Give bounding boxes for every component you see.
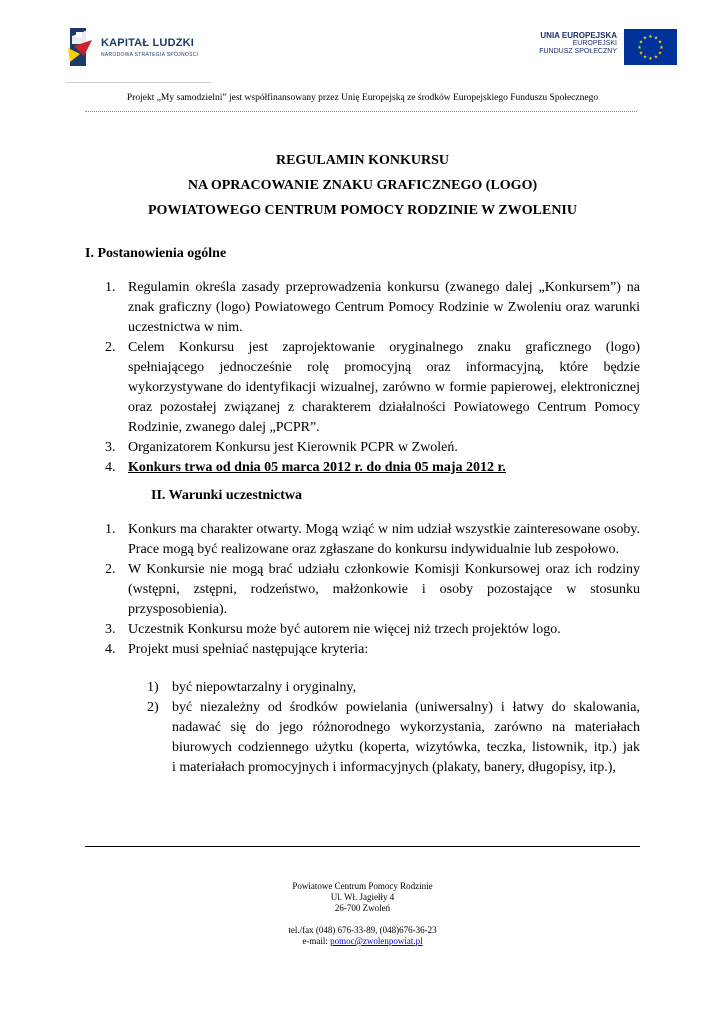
footer-org: Powiatowe Centrum Pomocy Rodzinie [292,881,433,891]
eu-star-icon: ★ [657,51,663,57]
list-item [105,620,640,640]
item-text: Konkurs trwa od dnia 05 marca 2012 r. do dnia 05 maja 2012 r. [128,460,506,475]
item-text: Celem Konkursu jest zaprojektowanie oryginalnego znaku graficznego (logo) spełniającego jednocześnie rolę promocyjną oraz informacyjną, które będzie wykorzystywane do identyfikacji wizualnej, zarówno w formie papierowej, elektronicznej oraz pozostałej związanej z charakterem działalności Powiatowego Centrum Pomocy Rodzinie, zwanego dalej „PCPR”. [128,340,640,435]
item-number: 2. [105,340,116,355]
item-text: Uczestnik Konkursu może być autorem nie więcej niż trzech projektów logo. [128,622,561,637]
item-text: Konkurs ma charakter otwarty. Mogą wziąć w nim udział wszystkie zainteresowane osoby. Prace mogą być realizowane oraz zgłaszane do konkursu indywidualnie lub zespołowo. [128,522,640,557]
kapital-ludzki-subtitle: NARODOWA STRATEGIA SPÓJNOŚCI [101,52,199,58]
subitem-text: być niepowtarzalny i oryginalny, [172,680,357,695]
footer-street: Ul. Wł. Jagiełły 4 [330,892,395,902]
criteria-sublist [147,678,696,778]
kapital-ludzki-title: KAPITAŁ LUDZKI [101,37,195,49]
eu-star-icon: ★ [638,51,644,57]
item-number: 4. [105,460,116,475]
kapital-ludzki-emblem-icon [66,26,98,68]
logo-divider [66,82,211,83]
section-1-list [105,278,640,478]
footer-email-label: e-mail: [302,936,331,946]
eu-star-icon: ★ [648,35,653,40]
eu-logo-text [539,31,617,56]
eu-line-3: FUNDUSZ SPOŁECZNY [539,48,617,55]
list-item [105,560,640,620]
footer-city: 26-700 Zwoleń [334,903,391,913]
item-number: 2. [105,562,116,577]
eu-star-icon: ★ [648,57,653,62]
footer-phone: tel./fax (048) 676-33-89, (048)676-36-23 [288,925,437,935]
item-number: 3. [105,622,116,637]
subitem-number: 2) [147,700,159,715]
item-text: Projekt musi spełniać następujące kryteria: [128,642,369,657]
eu-line-2: EUROPEJSKI [572,40,617,47]
item-number: 1. [105,522,116,537]
eu-flag-icon [624,29,677,65]
subitem-number: 1) [147,680,159,695]
subitem-text: być niezależny od środków powielania (uniwersalny) i łatwy do skalowania, nadawać się do jego różnorodnego wykorzystania, zarówno na materiałach biurowych codziennego użytku (koperta, wizytówka, teczka, listownik, itp.) jak i materiałach promocyjnych i informacyjnych (plakaty, banery, długopisy, itp.), [172,700,696,775]
item-text: W Konkursie nie mogą brać udziału członkowie Komisji Konkursowej oraz ich rodziny (wstępni, zstępni, rodzeństwo, małżonkowie i osoby pozostające w stosunku przysposobienia). [128,562,640,617]
kapital-ludzki-logo [66,26,206,72]
item-number: 1. [105,280,116,295]
section-1-heading: I. Postanowienia ogólne [85,246,227,261]
project-note: Projekt „My samodzielni” jest współfinansowany przez Unię Europejską ze środków Europejskiego Funduszu Społecznego [126,93,599,103]
item-text: Organizatorem Konkursu jest Kierownik PCPR w Zwoleń. [128,440,458,455]
title-line-1: REGULAMIN KONKURSU [275,153,450,168]
header-rule [85,111,637,112]
title-line-3: POWIATOWEGO CENTRUM POMOCY RODZINIE W ZWOLENIU [148,203,577,218]
sublist-item [147,698,696,778]
eu-star-icon: ★ [637,46,642,51]
list-item [105,278,640,338]
list-item [105,338,640,438]
section-2-list [105,520,640,660]
footer-email-link[interactable]: pomoc@zwolenpowiat.pl [330,936,423,946]
footer-rule [85,846,640,847]
eu-star-icon: ★ [638,40,644,46]
item-text: Regulamin określa zasady przeprowadzenia konkursu (zwanego dalej „Konkursem”) na znak graficzny (logo) Powiatowego Centrum Pomocy Rodzinie w Zwoleniu oraz warunki uczestnictwa w nim. [128,280,640,335]
list-item [105,438,640,458]
section-2-heading: II. Warunki uczestnictwa [151,488,303,503]
eu-star-icon: ★ [659,46,664,51]
list-item [105,640,640,660]
eu-star-icon: ★ [642,55,648,61]
eu-line-1: UNIA EUROPEJSKA [540,31,617,40]
item-number: 3. [105,440,116,455]
item-number: 4. [105,642,116,657]
list-item-dates [105,458,640,478]
list-item [105,520,640,560]
sublist-item [147,678,640,698]
eu-star-icon: ★ [653,36,659,42]
eu-star-icon: ★ [642,36,648,42]
title-line-2: NA OPRACOWANIE ZNAKU GRAFICZNEGO (LOGO) [187,178,538,193]
eu-star-icon: ★ [657,40,663,46]
eu-star-icon: ★ [653,55,659,61]
footer-email-line [0,936,725,947]
